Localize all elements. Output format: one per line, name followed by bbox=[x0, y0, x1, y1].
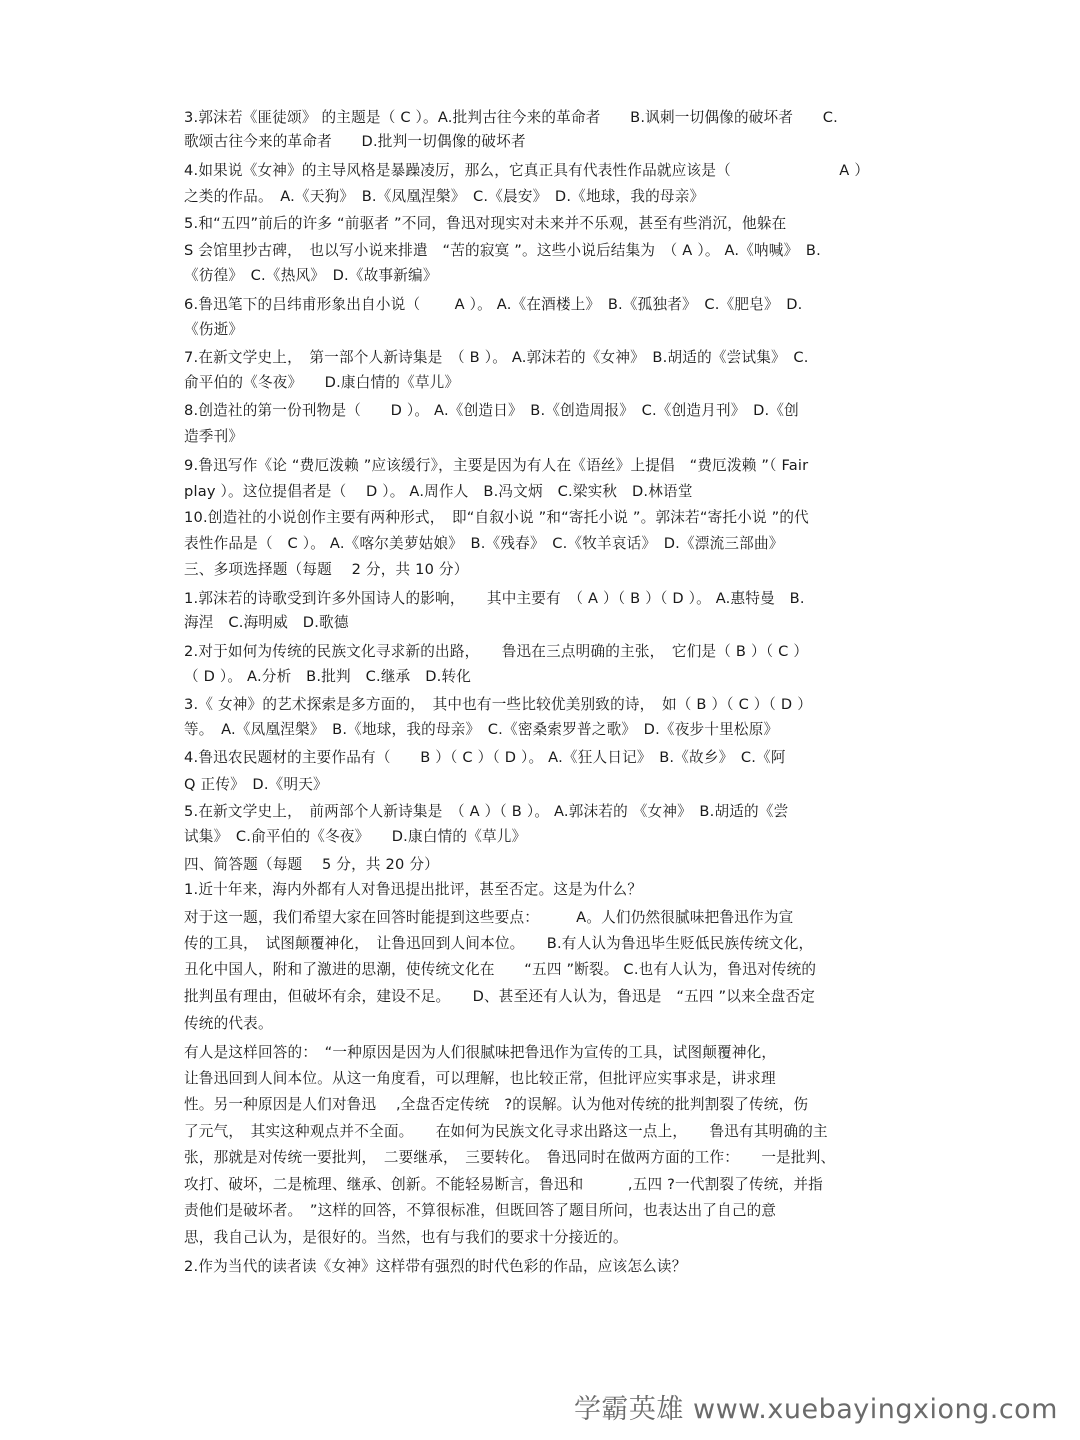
text-line: 3.郭沫若《匪徒颂》 的主题是（ C ）。A.批判古往今来的革命者 B.讽刺一切偶像的破坏者 C. bbox=[184, 109, 838, 126]
text-line: （ D ）。 A.分析 B.批判 C.继承 D.转化 bbox=[184, 668, 472, 685]
text-line: 有人是这样回答的： “一种原因是因为人们很腻味把鲁迅作为宣传的工具，试图颠覆神化， bbox=[184, 1044, 777, 1061]
text-line: 1.近十年来，海内外都有人对鲁迅提出批评，甚至否定。这是为什么？ bbox=[184, 881, 643, 898]
text-line: 性。另一种原因是人们对鲁迅 ,全盘否定传统 ?的误解。认为他对传统的批判割裂了传统，伤 bbox=[184, 1096, 809, 1113]
text-line: 5.在新文学史上， 前两部个人新诗集是 （ A ）（ B ）。 A.郭沫若的 《女神》 B.胡适的《尝 bbox=[184, 803, 789, 820]
text-line: 10.创造社的小说创作主要有两种形式， 即“自叙小说 ”和“寄托小说 ”。郭沫若“寄托小说 ”的代 bbox=[184, 509, 809, 526]
text-line: 传的工具， 试图颠覆神化， 让鲁迅回到人间本位。 B.有人认为鲁迅毕生贬低民族传统文化， bbox=[184, 935, 814, 952]
text-line: 《伤逝》 bbox=[184, 321, 244, 338]
text-line: 等。 A.《凤凰涅槃》 B.《地球，我的母亲》 C.《密桑索罗普之歌》 D.《夜步十里松原》 bbox=[184, 721, 779, 738]
text-line: 2.对于如何为传统的民族文化寻求新的出路， 鲁迅在三点明确的主张， 它们是（ B ）（ C ） bbox=[184, 643, 809, 660]
text-line: 让鲁迅回到人间本位。从这一角度看，可以理解，也比较正常，但批评应实事求是，讲求理 bbox=[184, 1070, 776, 1087]
text-line: 2.作为当代的读者读《女神》这样带有强烈的时代色彩的作品，应该怎么读？ bbox=[184, 1258, 687, 1275]
text-line: 9.鲁迅写作《论 “费厄泼赖 ”应该缓行》，主要是因为有人在《语丝》上提倡 “费厄泼赖 ”（ Fair bbox=[184, 457, 809, 474]
site-watermark: 学霸英雄 www.xuebayingxiong.com bbox=[573, 1394, 1058, 1425]
text-line: 对于这一题，我们希望大家在回答时能提到这些要点： A。人们仍然很腻味把鲁迅作为宣 bbox=[184, 909, 794, 926]
text-line: 4.鲁迅农民题材的主要作品有（ B ）（ C ）（ D ）。 A.《狂人日记》 B.《故乡》 C.《阿 bbox=[184, 749, 786, 766]
text-line: 1.郭沫若的诗歌受到许多外国诗人的影响， 其中主要有 （ A ）（ B ）（ D ）。 A.惠特曼 B. bbox=[184, 590, 805, 607]
text-line: Q 正传》 D.《明天》 bbox=[184, 776, 328, 793]
text-line: 8.创造社的第一份刊物是（ D ）。 A.《创造日》 B.《创造周报》 C.《创造月刊》 D.《创 bbox=[184, 402, 799, 419]
text-line: 表性作品是（ C ）。 A.《喀尔美萝姑娘》 B.《残春》 C.《牧羊哀话》 D.《漂流三部曲》 bbox=[184, 535, 784, 552]
text-line: 张，那就是对传统一要批判， 二要继承， 三要转化。 鲁迅同时在做两方面的工作： 一是批判、 bbox=[184, 1149, 836, 1166]
text-line: 批判虽有理由，但破坏有余，建设不足。 D、甚至还有人认为，鲁迅是 “五四 ”以来全盘否定 bbox=[184, 988, 816, 1005]
text-line: 海涅 C.海明威 D.歌德 bbox=[184, 614, 349, 631]
text-line: 造季刊》 bbox=[184, 428, 244, 445]
text-line: play ）。这位提倡者是（ D ）。 A.周作人 B.冯文炳 C.梁实秋 D.林语堂 bbox=[184, 483, 693, 500]
text-line: 了元气， 其实这种观点并不全面。 在如何为民族文化寻求出路这一点上， 鲁迅有其明确的主 bbox=[184, 1123, 828, 1140]
text-line: 3.《 女神》的艺术探索是多方面的， 其中也有一些比较优美别致的诗， 如（ B ）（ C ）（ D ） bbox=[184, 696, 812, 713]
text-line: 攻打、破坏，二是梳理、继承、创新。不能轻易断言，鲁迅和 ,五四 ?一代割裂了传统，并指 bbox=[184, 1176, 823, 1193]
section-heading: 四、简答题（每题 5 分，共 20 分） bbox=[184, 856, 439, 873]
text-line: 责他们是破坏者。 ”这样的回答，不算很标准，但既回答了题目所问，也表达出了自己的意 bbox=[184, 1202, 777, 1219]
text-line: 歌颂古往今来的革命者 D.批判一切偶像的破坏者 bbox=[184, 133, 526, 150]
text-line: 丑化中国人，附和了激进的思潮，使传统文化在 “五四 ”断裂。 C.也有人认为，鲁迅对传统的 bbox=[184, 961, 817, 978]
text-line: 传统的代表。 bbox=[184, 1015, 273, 1032]
text-line: 之类的作品。 A.《天狗》 B.《凤凰涅槃》 C.《晨安》 D.《地球，我的母亲》 bbox=[184, 188, 705, 205]
section-heading: 三、多项选择题（每题 2 分，共 10 分） bbox=[184, 561, 469, 578]
text-line: 《彷徨》 C.《热风》 D.《故事新编》 bbox=[184, 267, 438, 284]
text-line: 7.在新文学史上， 第一部个人新诗集是 （ B ）。 A.郭沫若的《女神》 B.胡适的《尝试集》 C. bbox=[184, 349, 809, 366]
text-line: 思，我自己认为，是很好的。当然，也有与我们的要求十分接近的。 bbox=[184, 1229, 628, 1246]
text-line: S 会馆里抄古碑， 也以写小说来排遣 “苦的寂寞 ”。这些小说后结集为 （ A ）。 A.《呐喊》 B. bbox=[184, 242, 821, 259]
text-line: 6.鲁迅笔下的吕纬甫形象出自小说（ A ）。 A.《在酒楼上》 B.《孤独者》 C.《肥皂》 D. bbox=[184, 296, 803, 313]
text-line: 5.和“五四”前后的许多 “前驱者 ”不同，鲁迅对现实对未来并不乐观，甚至有些消沉，他躲在 bbox=[184, 215, 787, 232]
text-line: 4.如果说《女神》的主导风格是暴躁凌厉，那么，它真正具有代表性作品就应该是（ A ） bbox=[184, 162, 870, 179]
text-line: 试集》 C.俞平伯的《冬夜》 D.康白情的《草儿》 bbox=[184, 828, 527, 845]
text-line: 俞平伯的《冬夜》 D.康白情的《草儿》 bbox=[184, 374, 460, 391]
